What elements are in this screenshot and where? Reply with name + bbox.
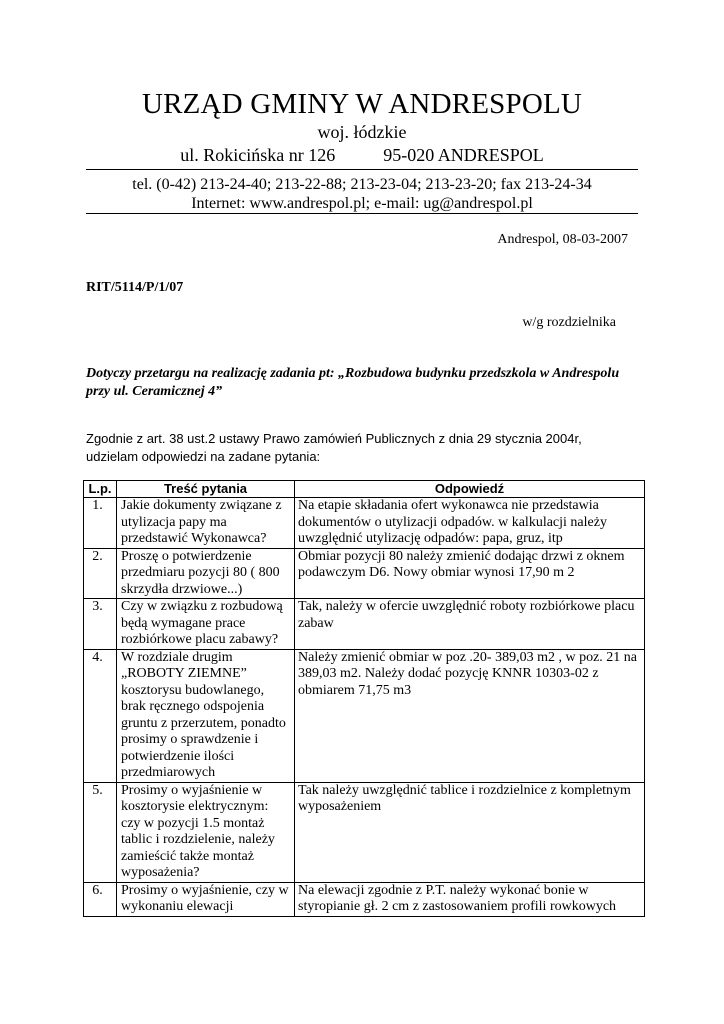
answer-cell: Należy zmienić obmiar w poz .20- 389,03 m2 , w poz. 21 na 389,03 m2. Należy dodać pozycję KNNR 10303-02 z obmiarem 71,75 m3 bbox=[295, 649, 645, 782]
answer-cell: Tak, należy w ofercie uwzględnić roboty rozbiórkowe placu zabaw bbox=[295, 599, 645, 650]
header-answer: Odpowiedź bbox=[295, 481, 645, 498]
street-address: ul. Rokicińska nr 126 bbox=[180, 145, 336, 165]
question-cell: Czy w związku z rozbudową będą wymagane prace rozbiórkowe placu zabawy? bbox=[117, 599, 295, 650]
reference-number: RIT/5114/P/1/07 bbox=[86, 280, 184, 295]
row-number: 6. bbox=[84, 882, 117, 916]
answer-cell: Na elewacji zgodnie z P.T. należy wykonać bonie w styropianie gł. 2 cm z zastosowaniem profili rowkowych bbox=[295, 882, 645, 916]
postal-address: 95-020 ANDRESPOL bbox=[383, 145, 544, 165]
row-number: 2. bbox=[84, 548, 117, 599]
header-divider-top bbox=[86, 169, 638, 170]
row-number: 5. bbox=[84, 782, 117, 882]
answer-cell: Obmiar pozycji 80 należy zmienić dodając drzwi z oknem podawczym D6. Nowy obmiar wynosi 17,90 m 2 bbox=[295, 548, 645, 599]
question-cell: Prosimy o wyjaśnienie, czy w wykonaniu elewacji bbox=[117, 882, 295, 916]
table-row bbox=[84, 599, 645, 650]
recipient: w/g rozdzielnika bbox=[522, 315, 616, 330]
subject-line: Dotyczy przetargu na realizację zadania pt: „Rozbudowa budynku przedszkola w Andrespolu przy ul. Ceramicznej 4” bbox=[86, 366, 620, 399]
qa-table bbox=[83, 480, 645, 917]
header-lp: L.p. bbox=[84, 481, 117, 498]
header-question: Treść pytania bbox=[117, 481, 295, 498]
table-row bbox=[84, 548, 645, 599]
question-cell: W rozdziale drugim „ROBOTY ZIEMNE” kosztorysu budowlanego, brak ręcznego odspojenia gruntu z przerzutem, ponadto prosimy o sprawdzenie i potwierdzenie ilości przedmiarowych bbox=[117, 649, 295, 782]
row-number: 4. bbox=[84, 649, 117, 782]
place-date: Andrespol, 08-03-2007 bbox=[497, 232, 628, 247]
question-cell: Proszę o potwierdzenie przedmiaru pozycji 80 ( 800 skrzydła drzwiowe...) bbox=[117, 548, 295, 599]
row-number: 3. bbox=[84, 599, 117, 650]
row-number: 1. bbox=[84, 498, 117, 549]
voivodeship: woj. łódzkie bbox=[317, 122, 407, 142]
table-row bbox=[84, 498, 645, 549]
table-row bbox=[84, 882, 645, 916]
table-row bbox=[84, 649, 645, 782]
table-row bbox=[84, 782, 645, 882]
header-divider-bottom bbox=[86, 213, 638, 214]
internet-contact: Internet: www.andrespol.pl; e-mail: ug@andrespol.pl bbox=[191, 195, 533, 212]
answer-cell: Tak należy uwzględnić tablice i rozdzielnice z kompletnym wyposażeniem bbox=[295, 782, 645, 882]
question-cell: Prosimy o wyjaśnienie w kosztorysie elektrycznym: czy w pozycji 1.5 montaż tablic i rozdzielenie, należy zamieścić także montaż wyposażenia? bbox=[117, 782, 295, 882]
intro-paragraph: Zgodnie z art. 38 ust.2 ustawy Prawo zamówień Publicznych z dnia 29 stycznia 2004r, udzielam odpowiedzi na zadane pytania: bbox=[86, 431, 582, 464]
office-name: URZĄD GMINY W ANDRESPOLU bbox=[141, 88, 583, 120]
table-header-row bbox=[84, 481, 645, 498]
office-address bbox=[0, 145, 724, 166]
phone-numbers: tel. (0-42) 213-24-40; 213-22-88; 213-23-04; 213-23-20; fax 213-24-34 bbox=[132, 176, 592, 193]
answer-cell: Na etapie składania ofert wykonawca nie przedstawia dokumentów o utylizacji odpadów. w kalkulacji należy uwzględnić utylizację odpadów: papa, gruz, itp bbox=[295, 498, 645, 549]
question-cell: Jakie dokumenty związane z utylizacja papy ma przedstawić Wykonawca? bbox=[117, 498, 295, 549]
